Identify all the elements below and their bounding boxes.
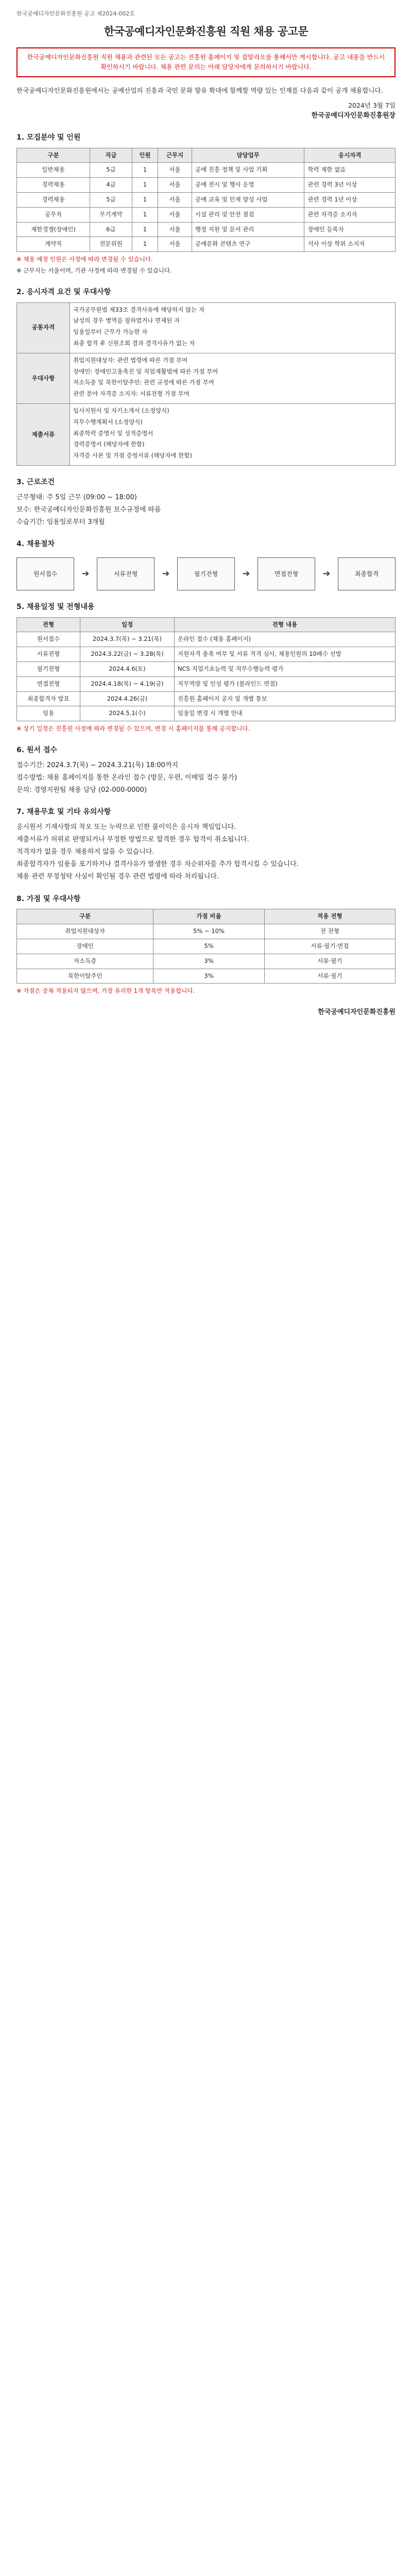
col-header: 담당업무: [192, 148, 304, 163]
cell: 2024.3.22(금) ~ 3.28(목): [80, 647, 175, 662]
col-header: 근무지: [158, 148, 192, 163]
cell: 1: [132, 207, 158, 222]
table-row: [17, 676, 396, 691]
list-item: 최종 합격 후 신원조회 결과 결격사유가 없는 자: [73, 339, 195, 347]
cell: 전문위원: [90, 237, 132, 252]
col-header: 직급: [90, 148, 132, 163]
cell: 서울: [158, 178, 192, 193]
notice-date: 2024년 3월 7일: [348, 101, 396, 110]
arrow-right-icon: ➜: [81, 568, 90, 579]
process-step: 서류전형: [97, 557, 154, 590]
list-item: 취업지원대상자: 관련 법령에 따른 가점 부여: [73, 356, 188, 364]
schedule-header-row: [17, 617, 396, 632]
cell: 공예문화 콘텐츠 연구: [192, 237, 304, 252]
list-item: 장애인: 장애인고용촉진 및 직업재활법에 따른 가점 부여: [73, 367, 218, 375]
cell: 5% ~ 10%: [153, 924, 265, 939]
col-header: 구분: [17, 148, 90, 163]
list-item: 경력증명서 (해당자에 한함): [73, 440, 145, 448]
cell: 공무직: [17, 207, 90, 222]
cell: 직무역량 및 인성 평가 (블라인드 면접): [175, 676, 396, 691]
cell: 전 전형: [264, 924, 395, 939]
table-row: [17, 192, 396, 207]
list-item: 관련 분야 자격증 소지자: 서류전형 가점 부여: [73, 390, 190, 398]
section3-title: 3. 근로조건: [16, 478, 55, 487]
cell: 5급: [90, 192, 132, 207]
table-row: [17, 954, 396, 969]
warning-box: 한국공예디자인문화진흥원 직원 채용과 관련된 모든 공고는 진흥원 홈페이지 및 잡알리오를 통해서만 게시합니다. 공고 내용을 반드시 확인하시기 바랍니다. 채용 관련 문의는 아래 담당자에게 문의하시기 바랍니다.: [16, 47, 396, 77]
cell: NCS 직업기초능력 및 직무수행능력 평가: [175, 662, 396, 677]
cell: 장애인: [17, 939, 153, 954]
cell: 북한이탈주민: [17, 969, 153, 984]
cell: 경력채용: [17, 192, 90, 207]
cell: 3%: [153, 969, 265, 984]
list-item: 접수기간: 2024.3.7(목) ~ 2024.3.21(목) 18:00까지: [16, 761, 179, 769]
list-item: 직무수행계획서 (소정양식): [73, 418, 143, 426]
list-item: 저소득층 및 북한이탈주민: 관련 규정에 따른 가점 부여: [73, 379, 214, 386]
col-header: 전형 내용: [175, 617, 396, 632]
item-list: [73, 356, 392, 399]
list-item: 적격자가 없을 경우 채용하지 않을 수 있습니다.: [16, 848, 154, 856]
cell: 면접전형: [17, 676, 80, 691]
table-row: [17, 404, 396, 466]
cell: 1: [132, 237, 158, 252]
col-header: 적용 전형: [264, 909, 395, 924]
list-item: 최종학력 증명서 및 성적증명서: [73, 429, 153, 437]
cell: 서울: [158, 237, 192, 252]
list-item: 자격증 사본 및 가점 증빙서류 (해당자에 한함): [73, 452, 192, 460]
cell: 공예 전시 및 행사 운영: [192, 178, 304, 193]
cell: 서울: [158, 222, 192, 237]
cell: 1: [132, 163, 158, 178]
cell: 공예 교육 및 인재 양성 사업: [192, 192, 304, 207]
col-header: 응시자격: [304, 148, 396, 163]
table-row: [17, 353, 396, 403]
section1-note: ※ 채용 예정 인원은 사정에 따라 변경될 수 있습니다.: [16, 256, 153, 263]
table-row: [17, 302, 396, 353]
cell: 3%: [153, 954, 265, 969]
cell: 2024.3.7(목) ~ 3.21(목): [80, 632, 175, 647]
row-header: 공통자격: [17, 302, 70, 353]
bonus-header-row: [17, 909, 396, 924]
intro-text: 한국공예디자인문화진흥원에서는 공예산업의 진흥과 국민 문화 향유 확대에 함께할 역량 있는 인재를 다음과 같이 공개 채용합니다.: [16, 86, 383, 94]
cell: 계약직: [17, 237, 90, 252]
page: [16, 0, 396, 1038]
cell: 온라인 접수 (채용 홈페이지): [175, 632, 396, 647]
col-header: 가점 비율: [153, 909, 265, 924]
cell: 시설 관리 및 안전 점검: [192, 207, 304, 222]
item-list: [73, 306, 392, 348]
cell: 임용: [17, 706, 80, 721]
process-flow: [16, 557, 396, 590]
table-row: [17, 163, 396, 178]
process-step: 면접전형: [258, 557, 315, 590]
list-item: 임용일부터 근무가 가능한 자: [73, 328, 148, 336]
list-item: 국가공무원법 제33조 결격사유에 해당하지 않는 자: [73, 306, 205, 313]
list-item: 남성의 경우 병역을 필하였거나 면제된 자: [73, 317, 180, 325]
process-step: 필기전형: [177, 557, 235, 590]
col-header: 인원: [132, 148, 158, 163]
list-item: 문의: 경영지원팀 채용 담당 (02-000-0000): [16, 786, 147, 794]
notes-list: [16, 822, 396, 883]
cell: 6급: [90, 222, 132, 237]
row-header: 제출서류: [17, 404, 70, 466]
table-row: [17, 939, 396, 954]
cell: 경력채용: [17, 178, 90, 193]
cell: 임용일 변경 시 개별 안내: [175, 706, 396, 721]
table-row: [17, 706, 396, 721]
list-item: 제출서류가 허위로 판명되거나 부정한 방법으로 합격한 경우 합격이 취소됩니다.: [16, 836, 249, 844]
cell: 진흥원 홈페이지 공지 및 개별 통보: [175, 691, 396, 706]
recruit-header-row: [17, 148, 396, 163]
cell: 관련 경력 3년 이상: [304, 178, 396, 193]
cell: 서울: [158, 192, 192, 207]
cell: 5%: [153, 939, 265, 954]
conditions-list: [16, 493, 396, 528]
cell: 최종합격자 발표: [17, 691, 80, 706]
cell: 2024.4.6(토): [80, 662, 175, 677]
page-title: 한국공예디자인문화진흥원 직원 채용 공고문: [104, 25, 308, 38]
col-header: 전형: [17, 617, 80, 632]
cell: 서류전형: [17, 647, 80, 662]
recruit-table: [16, 148, 396, 252]
notice-number: 한국공예디자인문화진흥원 공고 제2024-002호: [16, 10, 135, 17]
section6-title: 6. 원서 접수: [16, 746, 57, 755]
cell: 4급: [90, 178, 132, 193]
cell: 원서접수: [17, 632, 80, 647]
col-header: 일정: [80, 617, 175, 632]
cell: [70, 302, 396, 353]
arrow-right-icon: ➜: [162, 568, 170, 579]
process-step: 원서접수: [16, 557, 74, 590]
cell: [70, 404, 396, 466]
table-row: [17, 924, 396, 939]
table-row: [17, 969, 396, 984]
process-step: 최종합격: [338, 557, 396, 590]
cell: 지원자격 충족 여부 및 서류 적격 심사, 채용인원의 10배수 선발: [175, 647, 396, 662]
list-item: 수습기간: 임용일로부터 3개월: [16, 518, 105, 527]
cell: 2024.4.18(목) ~ 4.19(금): [80, 676, 175, 691]
section1-title: 1. 모집분야 및 인원: [16, 133, 81, 142]
list-item: 응시원서 기재사항의 착오 또는 누락으로 인한 불이익은 응시자 책임입니다.: [16, 823, 236, 831]
cell: [70, 353, 396, 403]
cell: 관련 자격증 소지자: [304, 207, 396, 222]
cell: 석사 이상 학위 소지자: [304, 237, 396, 252]
table-row: [17, 207, 396, 222]
cell: 1: [132, 222, 158, 237]
application-list: [16, 760, 396, 795]
table-row: [17, 632, 396, 647]
section8-note: ※ 가점은 중복 적용되지 않으며, 가장 유리한 1개 항목만 적용합니다.: [16, 987, 195, 995]
cell: 취업지원대상자: [17, 924, 153, 939]
list-item: 보수: 한국공예디자인문화진흥원 보수규정에 따름: [16, 505, 161, 514]
col-header: 구분: [17, 909, 153, 924]
table-row: [17, 237, 396, 252]
schedule-table: [16, 617, 396, 722]
footer-issuer: 한국공예디자인문화진흥원: [318, 1008, 396, 1016]
section5-title: 5. 채용일정 및 전형내용: [16, 602, 95, 611]
cell: 장애인 등록자: [304, 222, 396, 237]
bonus-table: [16, 909, 396, 984]
section4-title: 4. 채용절차: [16, 540, 55, 549]
arrow-right-icon: ➜: [322, 568, 331, 579]
cell: 공예 진흥 정책 및 사업 기획: [192, 163, 304, 178]
table-row: [17, 222, 396, 237]
cell: 일반채용: [17, 163, 90, 178]
list-item: 근무형태: 주 5일 근무 (09:00 ~ 18:00): [16, 493, 137, 501]
cell: 서류·필기·면접: [264, 939, 395, 954]
item-list: [73, 406, 392, 461]
table-row: [17, 647, 396, 662]
section5-note: ※ 상기 일정은 진흥원 사정에 따라 변경될 수 있으며, 변경 시 홈페이지를 통해 공지합니다.: [16, 725, 250, 733]
cell: 필기전형: [17, 662, 80, 677]
cell: 학력 제한 없음: [304, 163, 396, 178]
cell: 서울: [158, 163, 192, 178]
qualification-table: [16, 302, 396, 466]
cell: 2024.5.1(수): [80, 706, 175, 721]
section1-note: ※ 근무지는 서울이며, 기관 사정에 따라 변경될 수 있습니다.: [16, 267, 172, 275]
cell: 서류·필기: [264, 969, 395, 984]
section7-title: 7. 채용무효 및 기타 유의사항: [16, 808, 111, 817]
list-item: 입사지원서 및 자기소개서 (소정양식): [73, 407, 169, 415]
cell: 행정 지원 및 문서 관리: [192, 222, 304, 237]
table-row: [17, 178, 396, 193]
table-row: [17, 691, 396, 706]
issuer-name: 한국공예디자인문화진흥원장: [311, 111, 396, 120]
cell: 제한경쟁(장애인): [17, 222, 90, 237]
cell: 5급: [90, 163, 132, 178]
row-header: 우대사항: [17, 353, 70, 403]
list-item: 접수방법: 채용 홈페이지를 통한 온라인 접수 (방문, 우편, 이메일 접수 불가): [16, 773, 237, 782]
section2-title: 2. 응시자격 요건 및 우대사항: [16, 287, 111, 296]
arrow-right-icon: ➜: [242, 568, 250, 579]
cell: 관련 경력 1년 이상: [304, 192, 396, 207]
table-row: [17, 662, 396, 677]
list-item: 최종합격자가 임용을 포기하거나 결격사유가 발생한 경우 차순위자를 추가 합격시킬 수 있습니다.: [16, 860, 299, 869]
cell: 서울: [158, 207, 192, 222]
cell: 서류·필기: [264, 954, 395, 969]
list-item: 채용 관련 부정청탁 사실이 확인될 경우 관련 법령에 따라 처리됩니다.: [16, 873, 219, 881]
cell: 무기계약: [90, 207, 132, 222]
cell: 1: [132, 192, 158, 207]
cell: 저소득층: [17, 954, 153, 969]
cell: 1: [132, 178, 158, 193]
cell: 2024.4.26(금): [80, 691, 175, 706]
section8-title: 8. 가점 및 우대사항: [16, 894, 81, 903]
